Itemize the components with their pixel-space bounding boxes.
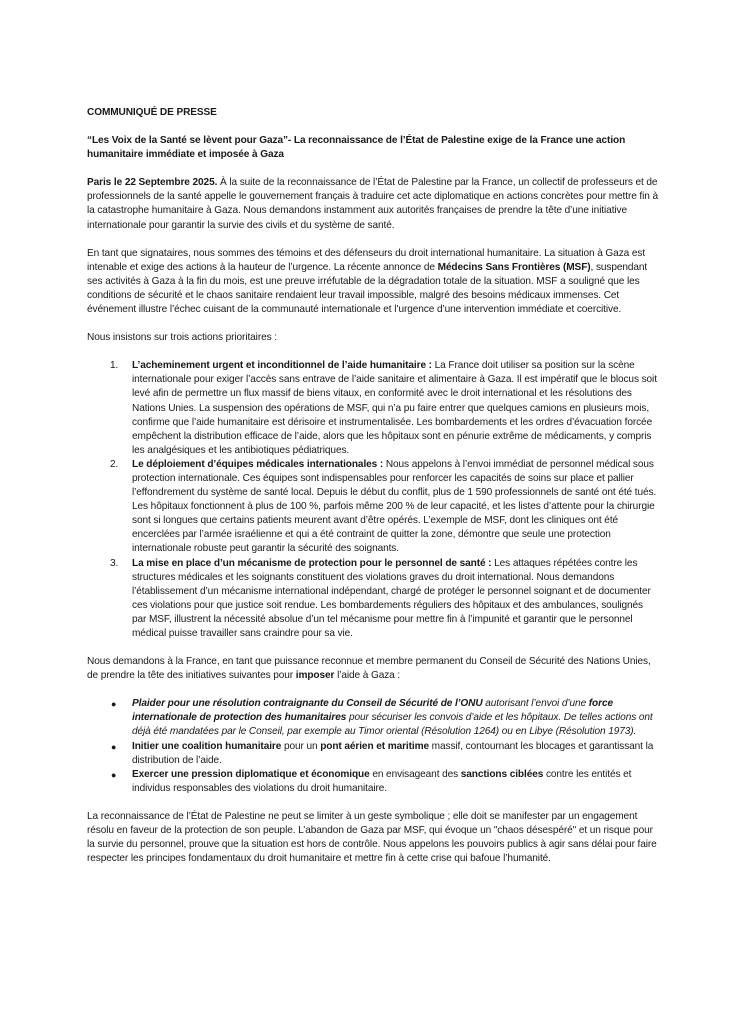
bullet-icon: ● xyxy=(111,769,117,780)
list-number: 1. xyxy=(110,360,119,372)
bullet-icon: ● xyxy=(111,741,117,752)
initiative-bold-1: Initier une coalition humanitaire xyxy=(132,740,282,752)
initiative-bold-1: Exercer une pression diplomatique et économique xyxy=(132,768,370,780)
demands-paragraph xyxy=(87,655,659,683)
signatories-text-2: , suspendant ses activités à Gaza à la fin du mois, est une preuve irréfutable de la dégradation totale de la situation. MSF a souligné que les conditions de sécurité et le chaos sanitaire rendaient leur travail impossible, malgré des besoins médicaux immenses. Cet événement illustre l’échec cuisant de la communauté internationale et l’urgence d’une intervention immédiate et coercitive. xyxy=(87,261,648,316)
action-heading: Le déploiement d’équipes médicales internationales : xyxy=(132,458,384,470)
list-number: 3. xyxy=(110,557,119,569)
priority-actions-list xyxy=(87,359,659,641)
action-heading: L’acheminement urgent et inconditionnel de l’aide humanitaire : xyxy=(132,360,432,372)
initiative-text-1: en envisageant des xyxy=(369,768,461,780)
initiative-text-2: contre les entités et individus responsables des violations du droit humanitaire. xyxy=(132,768,632,794)
demands-bold: imposer xyxy=(295,670,335,682)
actions-intro: Nous insistons sur trois actions prioritaires : xyxy=(87,332,277,344)
initiative-bold-2: sanctions ciblées xyxy=(460,768,544,780)
list-item xyxy=(87,768,659,796)
list-number: 2. xyxy=(110,458,119,470)
initiative-text-2: pour sécuriser les convois d’aide et les hôpitaux. De telles actions ont déjà été mandatées par le Conseil, par exemple au Timor oriental (Résolution 1264) ou en Libye (Résolution 1973). xyxy=(132,712,653,738)
initiative-bold-2: pont aérien et maritime xyxy=(320,740,429,752)
document-title: “Les Voix de la Santé se lèvent pour Gaza”- La reconnaissance de l’État de Palestine exige de la France une action humanitaire immédiate et imposée à Gaza xyxy=(87,135,626,161)
list-item xyxy=(87,557,659,642)
list-item xyxy=(87,740,659,768)
demands-text-1: Nous demandons à la France, en tant que puissance reconnue et membre permanent du Conseil de Sécurité des Nations Unies, de prendre la tête des initiatives suivantes pour xyxy=(87,656,651,682)
initiative-bold-2: force internationale de protection des humanitaires xyxy=(132,698,613,724)
action-heading: La mise en place d’un mécanisme de protection pour le personnel de santé : xyxy=(132,557,492,569)
action-text: Les attaques répétées contre les structures médicales et les soignants constituent des violations graves du droit international. Nous demandons l’établissement d’un mécanisme international indépendant, chargé de protéger le personnel soignant et de documenter ces violations pour que justice soit rendue. Les bombardements réguliers des hôpitaux et des ambulances, soulignés par MSF, illustrent la nécessité absolue d’un tel mécanisme pour mettre fin à l’impunité et garantir que le personnel médical puisse travailler sans craindre pour sa vie. xyxy=(132,557,651,639)
intro-text: À la suite de la reconnaissance de l’État de Palestine par la France, un collectif de professeurs et de professionnels de la santé appelle le gouvernement français à traduire cet acte diplomatique en actions concrètes pour mettre fin à la catastrophe humanitaire à Gaza. Nous demandons instamment aux autorités françaises de prendre la tête d’une initiative internationale pour garantir la survie des civils et du système de santé. xyxy=(87,177,658,231)
initiative-text-1: pour un xyxy=(281,740,321,752)
demands-text-2: l’aide à Gaza : xyxy=(334,670,401,682)
dateline: Paris le 22 Septembre 2025. xyxy=(87,177,218,189)
initiative-text-1: autorisant l’envoi d’une xyxy=(482,698,589,710)
document-header: COMMUNIQUÉ DE PRESSE xyxy=(87,107,217,118)
list-item xyxy=(87,359,659,458)
signatories-paragraph xyxy=(87,247,659,317)
conclusion-paragraph: La reconnaissance de l’État de Palestine ne peut se limiter à un geste symbolique ; elle doit se manifester par un engagement résolu en faveur de la protection de son peuple. L’abandon de Gaza par MSF, qui évoque un "chaos désespéré" et un risque pour la survie du personnel, prouve que la situation est hors de contrôle. Nous appelons les pouvoirs publics à agir sans délai pour faire respecter les principes fondamentaux du droit humanitaire et mettre fin à cette crise qui bafoue l’humanité. xyxy=(87,810,657,865)
initiatives-list xyxy=(87,697,659,796)
bullet-icon: ● xyxy=(111,699,117,710)
initiative-bold-1: Plaider pour une résolution contraignante du Conseil de Sécurité de l’ONU xyxy=(132,698,483,710)
intro-paragraph xyxy=(87,176,659,232)
initiative-text-2: massif, contournant les blocages et garantissant la distribution de l’aide. xyxy=(132,740,654,766)
signatories-text-1: En tant que signataires, nous sommes des témoins et des défenseurs du droit international humanitaire. La situation à Gaza est intenable et exige des actions à la hauteur de l’urgence. La récente annonce de xyxy=(87,247,646,273)
list-item xyxy=(87,458,659,557)
press-release-page xyxy=(87,106,659,866)
action-text: Nous appelons à l’envoi immédiat de personnel médical sous protection internationale. Ces équipes sont indispensables pour renforcer les capacités de soins sur place et pallier l’effondrement du système de santé local. Depuis le début du conflit, plus de 1 590 professionnels de santé ont été tués. Les hôpitaux fonctionnent à plus de 100 %, parfois même 200 % de leur capacité, et les listes d’attente pour la chirurgie sont si longues que certains patients meurent avant d’être opérés. L’exemple de MSF, dont les cliniques ont été encerclées par l’armée israélienne et qui a été contraint de quitter la zone, démontre que seule une protection internationale robuste peut garantir la sécurité des soignants. xyxy=(132,458,657,555)
action-text: La France doit utiliser sa position sur la scène internationale pour exiger l’accès sans entrave de l’aide sanitaire et alimentaire à Gaza. Il est impératif que le blocus soit levé afin de permettre un flux massif de biens vitaux, en conformité avec le droit international et les résolutions des Nations Unies. La suspension des opérations de MSF, qui n’a pu faire entrer que quelques camions en plusieurs mois, confirme que l’aide humanitaire est dérisoire et instrumentalisée. Les bombardements et les ordres d’évacuation forcée empêchent la distribution efficace de l’aide, alors que les hôpitaux sont en pénurie extrême de médicaments, y compris les analgésiques et les antibiotiques pédiatriques. xyxy=(132,360,657,456)
list-item xyxy=(87,697,659,739)
msf-name: Médecins Sans Frontières (MSF) xyxy=(437,261,591,273)
